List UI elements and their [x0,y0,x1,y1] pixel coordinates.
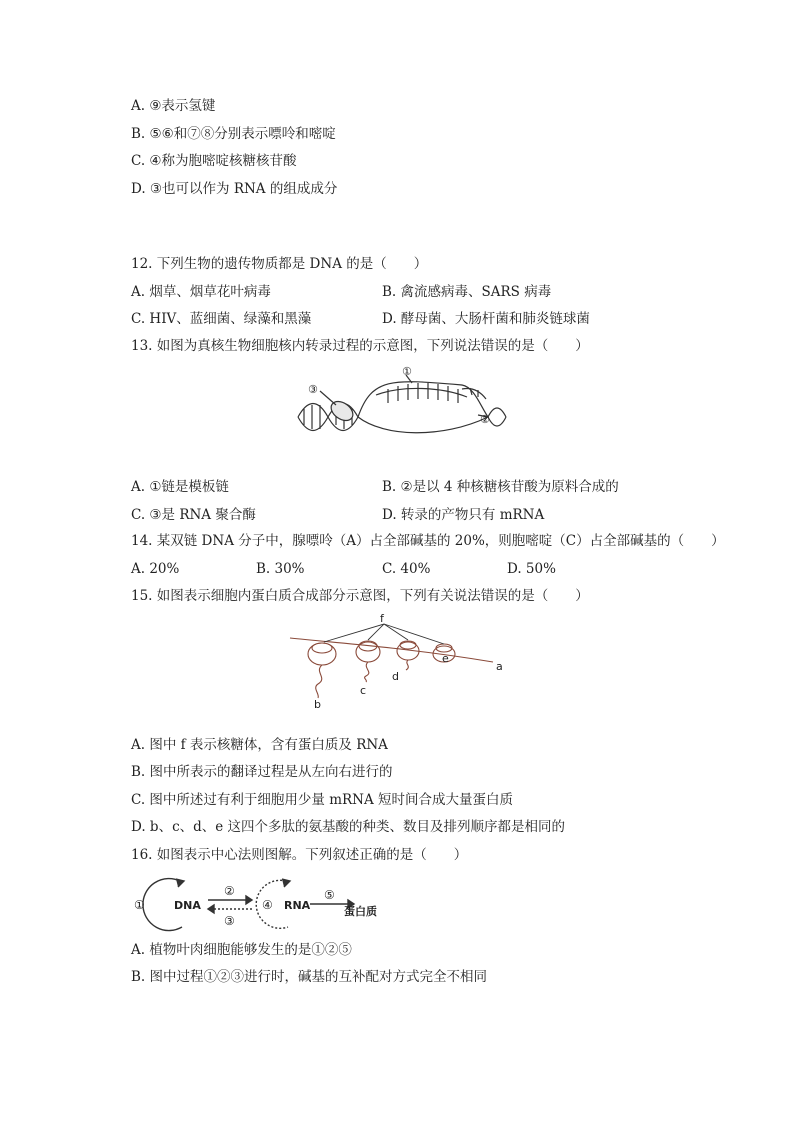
fig16-label-four: ④ [262,898,273,912]
q11-option-a: A. ⑨表示氢键 [131,98,216,114]
q12-option-b: B. 禽流感病毒、SARS 病毒 [382,284,552,300]
fig16-label-one: ① [134,898,145,912]
q14-option-a: A. 20% [131,561,180,577]
translation-diagram [288,614,508,710]
fig16-label-two: ② [224,884,235,898]
q13-option-b: B. ②是以 4 种核糖核苷酸为原料合成的 [382,479,619,495]
q12-option-c: C. HIV、蓝细菌、绿藻和黑藻 [131,311,312,327]
fig16-label-three: ③ [224,914,235,928]
q14-stem: 14. 某双链 DNA 分子中，腺嘌呤（A）占全部碱基的 20%，则胞嘧啶（C）占全部碱基的（ ） [131,533,725,549]
fig13-label-one: ① [402,365,412,378]
q11-option-c: C. ④称为胞嘧啶核糖核苷酸 [131,153,297,169]
q12-option-a: A. 烟草、烟草花叶病毒 [131,284,271,300]
q11-option-b: B. ⑤⑥和⑦⑧分别表示嘌呤和嘧啶 [131,126,336,142]
transcription-diagram [292,365,508,445]
fig16-label-rna: RNA [284,899,311,912]
q15-stem: 15. 如图表示细胞内蛋白质合成部分示意图，下列有关说法错误的是（ ） [131,588,589,604]
q13-stem: 13. 如图为真核生物细胞核内转录过程的示意图，下列说法错误的是（ ） [131,338,589,354]
q13-option-a: A. ①链是模板链 [131,479,229,495]
q15-option-a: A. 图中 f 表示核糖体，含有蛋白质及 RNA [131,737,388,753]
fig16-label-protein: 蛋白质 [344,905,377,918]
q15-option-c: C. 图中所述过有利于细胞用少量 mRNA 短时间合成大量蛋白质 [131,792,514,808]
q13-option-c: C. ③是 RNA 聚合酶 [131,507,256,523]
q13-option-d: D. 转录的产物只有 mRNA [382,507,545,523]
q16-option-b: B. 图中过程①②③进行时，碱基的互补配对方式完全不相同 [131,969,488,985]
q15-option-d: D. b、c、d、e 这四个多肽的氨基酸的种类、数目及排列顺序都是相同的 [131,819,566,835]
fig16-label-dna: DNA [174,899,201,912]
q11-option-d: D. ③也可以作为 RNA 的组成成分 [131,181,338,197]
q14-option-d: D. 50% [507,561,556,577]
central-dogma-diagram [130,873,380,935]
fig15-label-e: e [442,652,449,665]
fig15-label-d: d [392,670,399,683]
fig13-label-two: ② [480,413,490,426]
q14-option-c: C. 40% [382,561,431,577]
q15-option-b: B. 图中所表示的翻译过程是从左向右进行的 [131,764,393,780]
fig15-label-b: b [314,698,321,711]
q16-stem: 16. 如图表示中心法则图解。下列叙述正确的是（ ） [131,847,468,863]
q14-option-b: B. 30% [256,561,305,577]
q12-option-d: D. 酵母菌、大肠杆菌和肺炎链球菌 [382,311,590,327]
fig15-label-c: c [360,684,367,697]
fig15-label-a: a [496,660,503,673]
q16-option-a: A. 植物叶肉细胞能够发生的是①②⑤ [131,942,352,958]
fig15-label-f: f [380,612,384,625]
q12-stem: 12. 下列生物的遗传物质都是 DNA 的是（ ） [131,256,428,272]
fig16-label-five: ⑤ [324,888,335,902]
fig13-label-three: ③ [308,383,318,396]
